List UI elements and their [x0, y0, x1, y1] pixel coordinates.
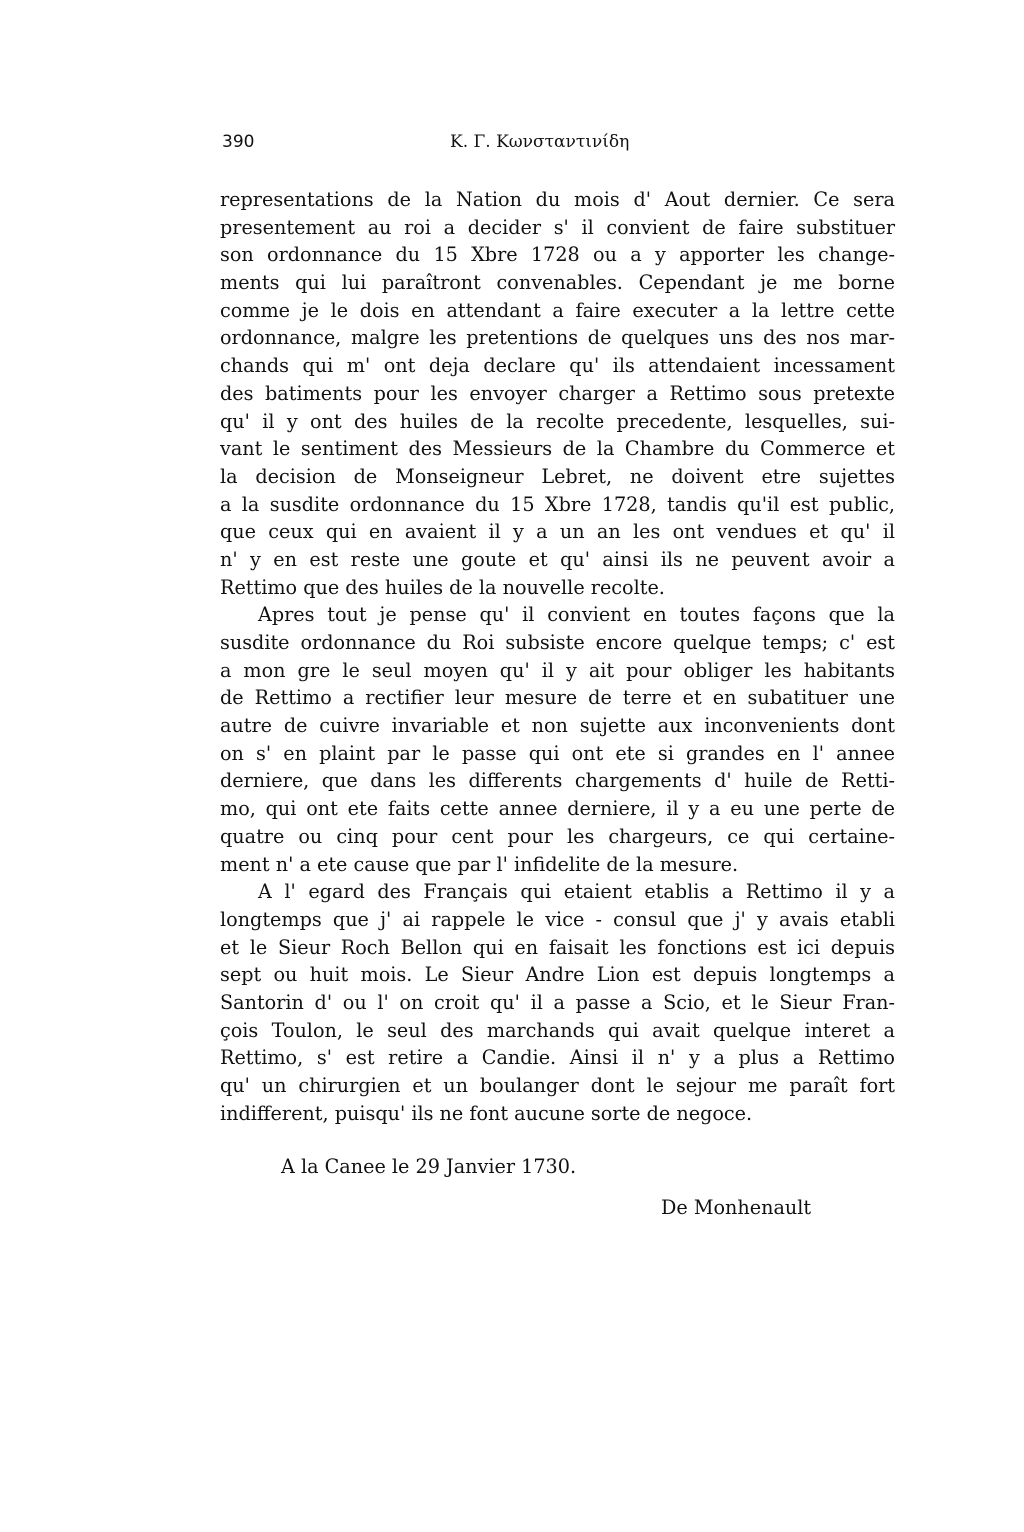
text-line: Rettimo, s' est retire a Candie. Ainsi il n' y a plus a Rettimo: [220, 1046, 895, 1070]
text-line: indifferent, puisqu' ils ne font aucune sorte de negoce.: [220, 1101, 753, 1125]
text-line: qu' il y ont des huiles de la recolte precedente, lesquelles, sui-: [220, 409, 895, 433]
text-line: et le Sieur Roch Bellon qui en faisait les fonctions est ici depuis: [220, 935, 895, 959]
running-head: [222, 132, 682, 158]
page-number: 390: [222, 132, 255, 152]
text-line: que ceux qui en avaient il y a un an les ont vendues et qu' il: [220, 520, 895, 544]
text-line: ordonnance, malgre les pretentions de quelques uns des nos mar-: [220, 326, 895, 350]
text-line: Apres tout je pense qu' il convient en toutes façons que la: [258, 603, 895, 627]
text-line: Rettimo que des huiles de la nouvelle recolte.: [220, 575, 665, 599]
text-line: representations de la Nation du mois d' Aout dernier. Ce sera: [220, 188, 895, 211]
text-line: derniere, que dans les differents chargements d' huile de Retti-: [220, 769, 895, 793]
text-line: on s' en plaint par le passe qui ont ete si grandes en l' annee: [220, 741, 895, 765]
text-line: susdite ordonnance du Roi subsiste encore quelque temps; c' est: [220, 631, 895, 654]
text-line: sept ou huit mois. Le Sieur Andre Lion est depuis longtemps a: [220, 963, 895, 987]
text-line: çois Toulon, le seul des marchands qui avait quelque interet a: [220, 1018, 895, 1042]
text-line: autre de cuivre invariable et non sujette aux inconvenients dont: [220, 714, 895, 738]
text-line: mo, qui ont ete faits cette annee derniere, il y a eu une perte de: [220, 797, 895, 821]
text-line: presentement au roi a decider s' il convient de faire substituer: [220, 215, 895, 239]
running-head-author: K. Γ. Κωνσταντινίδη: [450, 132, 630, 152]
body-text: [220, 186, 895, 1127]
text-line: son ordonnance du 15 Xbre 1728 ou a y apporter les change-: [220, 243, 895, 267]
text-line: a mon gre le seul moyen qu' il y ait pour obliger les habitants: [220, 658, 895, 682]
text-line: Santorin d' ou l' on croit qu' il a passe a Scio, et le Sieur Fran-: [220, 990, 895, 1014]
text-line: des batiments pour les envoyer charger a Rettimo sous pretexte: [220, 381, 895, 405]
text-line: A l' egard des Français qui etaient etablis a Rettimo il y a: [258, 880, 895, 904]
dateline: A la Canee le 29 Janvier 1730.: [281, 1155, 577, 1178]
text-line: chands qui m' ont deja declare qu' ils attendaient incessament: [220, 354, 895, 378]
text-line: quatre ou cinq pour cent pour les chargeurs, ce qui certaine-: [220, 824, 895, 848]
text-line: comme je le dois en attendant a faire executer a la lettre cette: [220, 298, 895, 322]
text-line: longtemps que j' ai rappele le vice - consul que j' y avais etabli: [220, 907, 895, 931]
text-line: vant le sentiment des Messieurs de la Chambre du Commerce et: [220, 437, 895, 461]
signature: De Monhenault: [661, 1196, 812, 1219]
text-line: ments qui lui paraîtront convenables. Cependant je me borne: [220, 271, 895, 295]
text-line: qu' un chirurgien et un boulanger dont le sejour me paraît fort: [220, 1074, 895, 1097]
text-line: la decision de Monseigneur Lebret, ne doivent etre sujettes: [220, 464, 895, 488]
text-line: de Rettimo a rectifier leur mesure de terre et en subatituer une: [220, 686, 895, 710]
text-line: n' y en est reste une goute et qu' ainsi ils ne peuvent avoir a: [220, 547, 895, 571]
text-line: ment n' a ete cause que par l' infidelite de la mesure.: [220, 852, 739, 876]
text-line: a la susdite ordonnance du 15 Xbre 1728, tandis qu'il est public,: [220, 492, 895, 516]
